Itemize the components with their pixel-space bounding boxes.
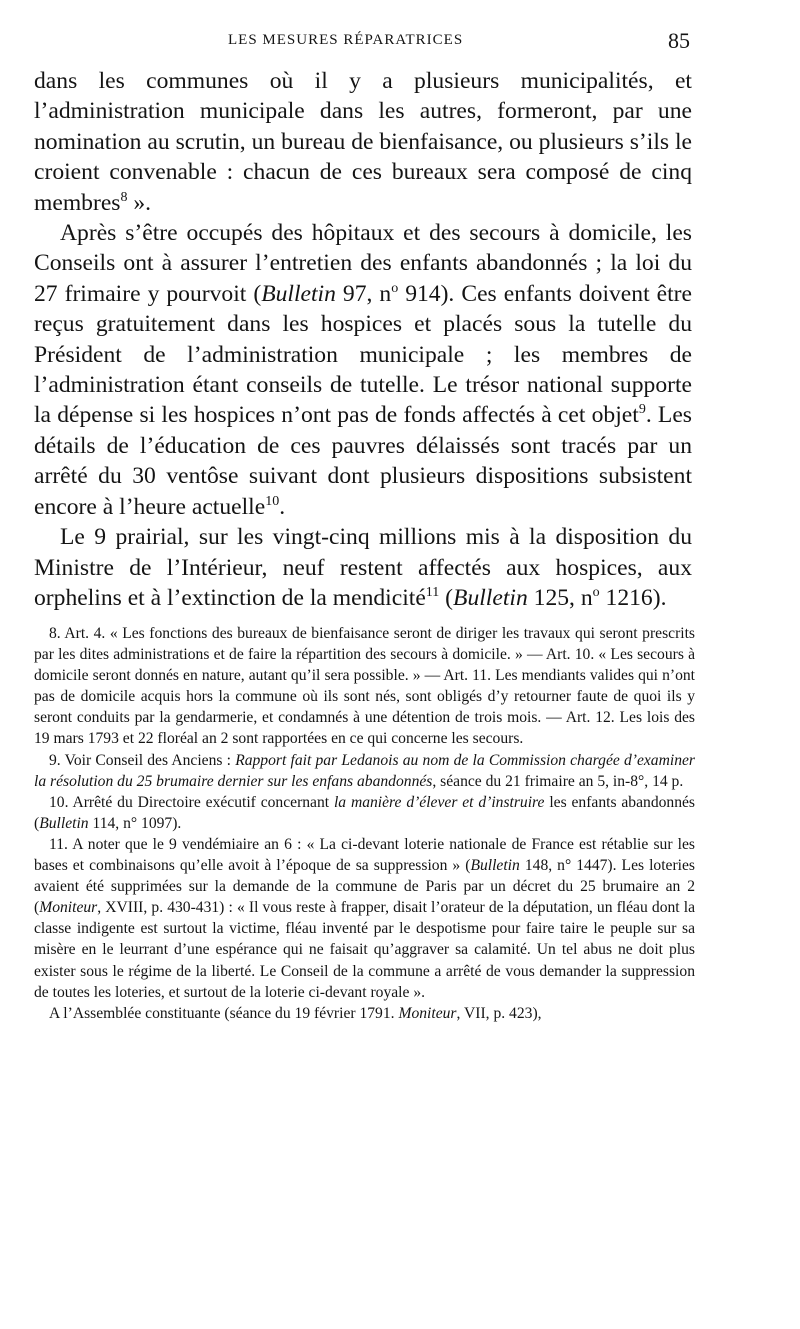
p3-text-1: Le 9 prairial, sur les vingt-cinq millions mis à la disposition du Ministre de l’Intérieur, neuf restent affectés aux hospices, aux orphelins et à l’extinction de la mendicité [34,524,692,611]
footnote-ref-10: 10 [265,493,280,509]
footnote-11-continued [34,1003,695,1024]
footnote-8 [34,623,695,750]
fn10-text-3: 114, n° 1097). [88,814,182,832]
fn11-text-2: 148, n° 1447). Les loteries avaient été supprimées sur la demande de la commune de Paris par un décret du 25 brumaire an 2 ( [34,857,695,917]
paragraph-1 [34,66,692,218]
fn10-text-2: les enfants abandonnés ( [34,793,695,832]
p2-text-4: . Les détails de l’éducation de ces pauvres délaissés sont tracés par un arrêté du 30 ventôse suivant dont plusieurs dispositions subsistent encore à l’heure actuelle [34,402,692,520]
p2-text-3: 914). Ces enfants doivent être reçus gratuitement dans les hospices et placés sous la tutelle du Président de l’administration municipale ; les membres de l’administration étant conseils de tutelle. Le trésor national supporte la dépense si les hospices n’ont pas de fonds affectés à cet objet [34,280,692,429]
fn11-bulletin: Bulletin [470,857,520,875]
fn9-title-1: Rapport fait par Ledanois au nom de la Commission chargée d’examiner la résolution du [34,751,695,790]
p2-text-1: Après s’être occupés des hôpitaux et des secours à domicile, les Conseils ont à assurer l’entretien des enfants abandonnés ; la loi du 27 frimaire y pourvoit ( [34,220,692,307]
paragraph-3 [34,522,692,613]
p3-text-4: 1216). [599,584,667,611]
fn11-moniteur: Moniteur [39,899,98,917]
fn11-text-1: 11. A noter que le 9 vendémiaire an 6 : « La ci-devant loterie nationale de France est rétablie sur les bases et combinaisons qu’elle avoit à l’époque de sa suppression » ( [34,835,695,875]
fn9-text-2: , séance du 21 frimaire an 5, in-8°, 14 p. [432,772,684,790]
p2-numero-sup: o [391,280,399,296]
p3-text-3: 125, n [527,584,593,611]
fn9-title-number: 25 [136,772,153,790]
p2-bulletin: Bulletin [261,280,336,307]
p3-numero-sup: o [592,584,600,600]
fn10-text-1: 10. Arrêté du Directoire exécutif concernant [49,793,334,811]
fn9-text-1: 9. Voir Conseil des Anciens : [49,751,236,769]
p3-bulletin: Bulletin [453,584,528,611]
fn10-title: la manière d’élever et d’instruire [333,793,545,811]
p2-text-5: . [279,493,286,520]
p3-text-2: ( [439,584,454,611]
p1-text-2: ». [127,189,152,216]
p2-text-2: 97, n [335,280,392,307]
page-number: 85 [668,28,690,53]
paragraph-2 [34,218,692,522]
fn11-text-3: , XVIII, p. 430-431) : « Il vous reste à frapper, disait l’orateur de la députation, un fléau dont la classe indigente est surtout la victime, fléau inventé par le despotisme pour faire taire le peuple sur sa misère en le leurrant d’une espérance qui ne faisait qu’aggraver sa calamité. Un tel abus ne doit plus exister sous le régime de la liberté. Le Conseil de la commune a arrêté de vous demander la suppression de toutes les loteries, et surtout de la loterie ci-devant royale ». [34,899,695,1001]
p1-text-1: dans les communes où il y a plusieurs municipalités, et l’administration municipale dans les autres, formeront, par une nomination au scrutin, un bureau de bienfaisance, ou plusieurs s’ils le croient convenable : chacun de ces bureaux sera composé de cinq membres [34,68,692,216]
fn11b-text-2: , VII, p. 423), [456,1004,542,1022]
footnote-9 [34,750,695,792]
page-header [0,28,800,58]
footnotes [34,623,695,1024]
fn10-bulletin: Bulletin [39,814,89,832]
footnote-10 [34,792,695,834]
footnote-ref-11: 11 [425,584,440,600]
footnote-ref-9: 9 [638,402,646,418]
running-title: LES MESURES RÉPARATRICES [228,32,464,48]
main-text [34,66,692,613]
footnote-ref-8: 8 [120,189,128,205]
fn11b-text-1: A l’Assemblée constituante (séance du 19 février 1791. [49,1004,399,1022]
fn9-title-2: brumaire dernier sur les enfans abandonnés [152,772,433,790]
footnote-11 [34,834,695,1003]
fn8-text: 8. Art. 4. « Les fonctions des bureaux de bienfaisance seront de diriger les travaux qui seront prescrits par les dites administrations et de faire la répartition des secours à domicile. » — Art. 10. « Les secours à domicile seront donnés en nature, autant qu’il sera possible. » — Art. 11. Les mendiants valides qui n’ont pas de domicile acquis hors la commune où ils sont nés, sont obligés d’y retourner faute de quoi ils y seront conduits par la gendarmerie, et condamnés à une détention de trois mois. — Art. 12. Les lois des 19 mars 1793 et 22 floréal an 2 sont rapportées en ce qui concerne les secours. [34,625,695,748]
fn11b-moniteur: Moniteur [398,1004,457,1022]
